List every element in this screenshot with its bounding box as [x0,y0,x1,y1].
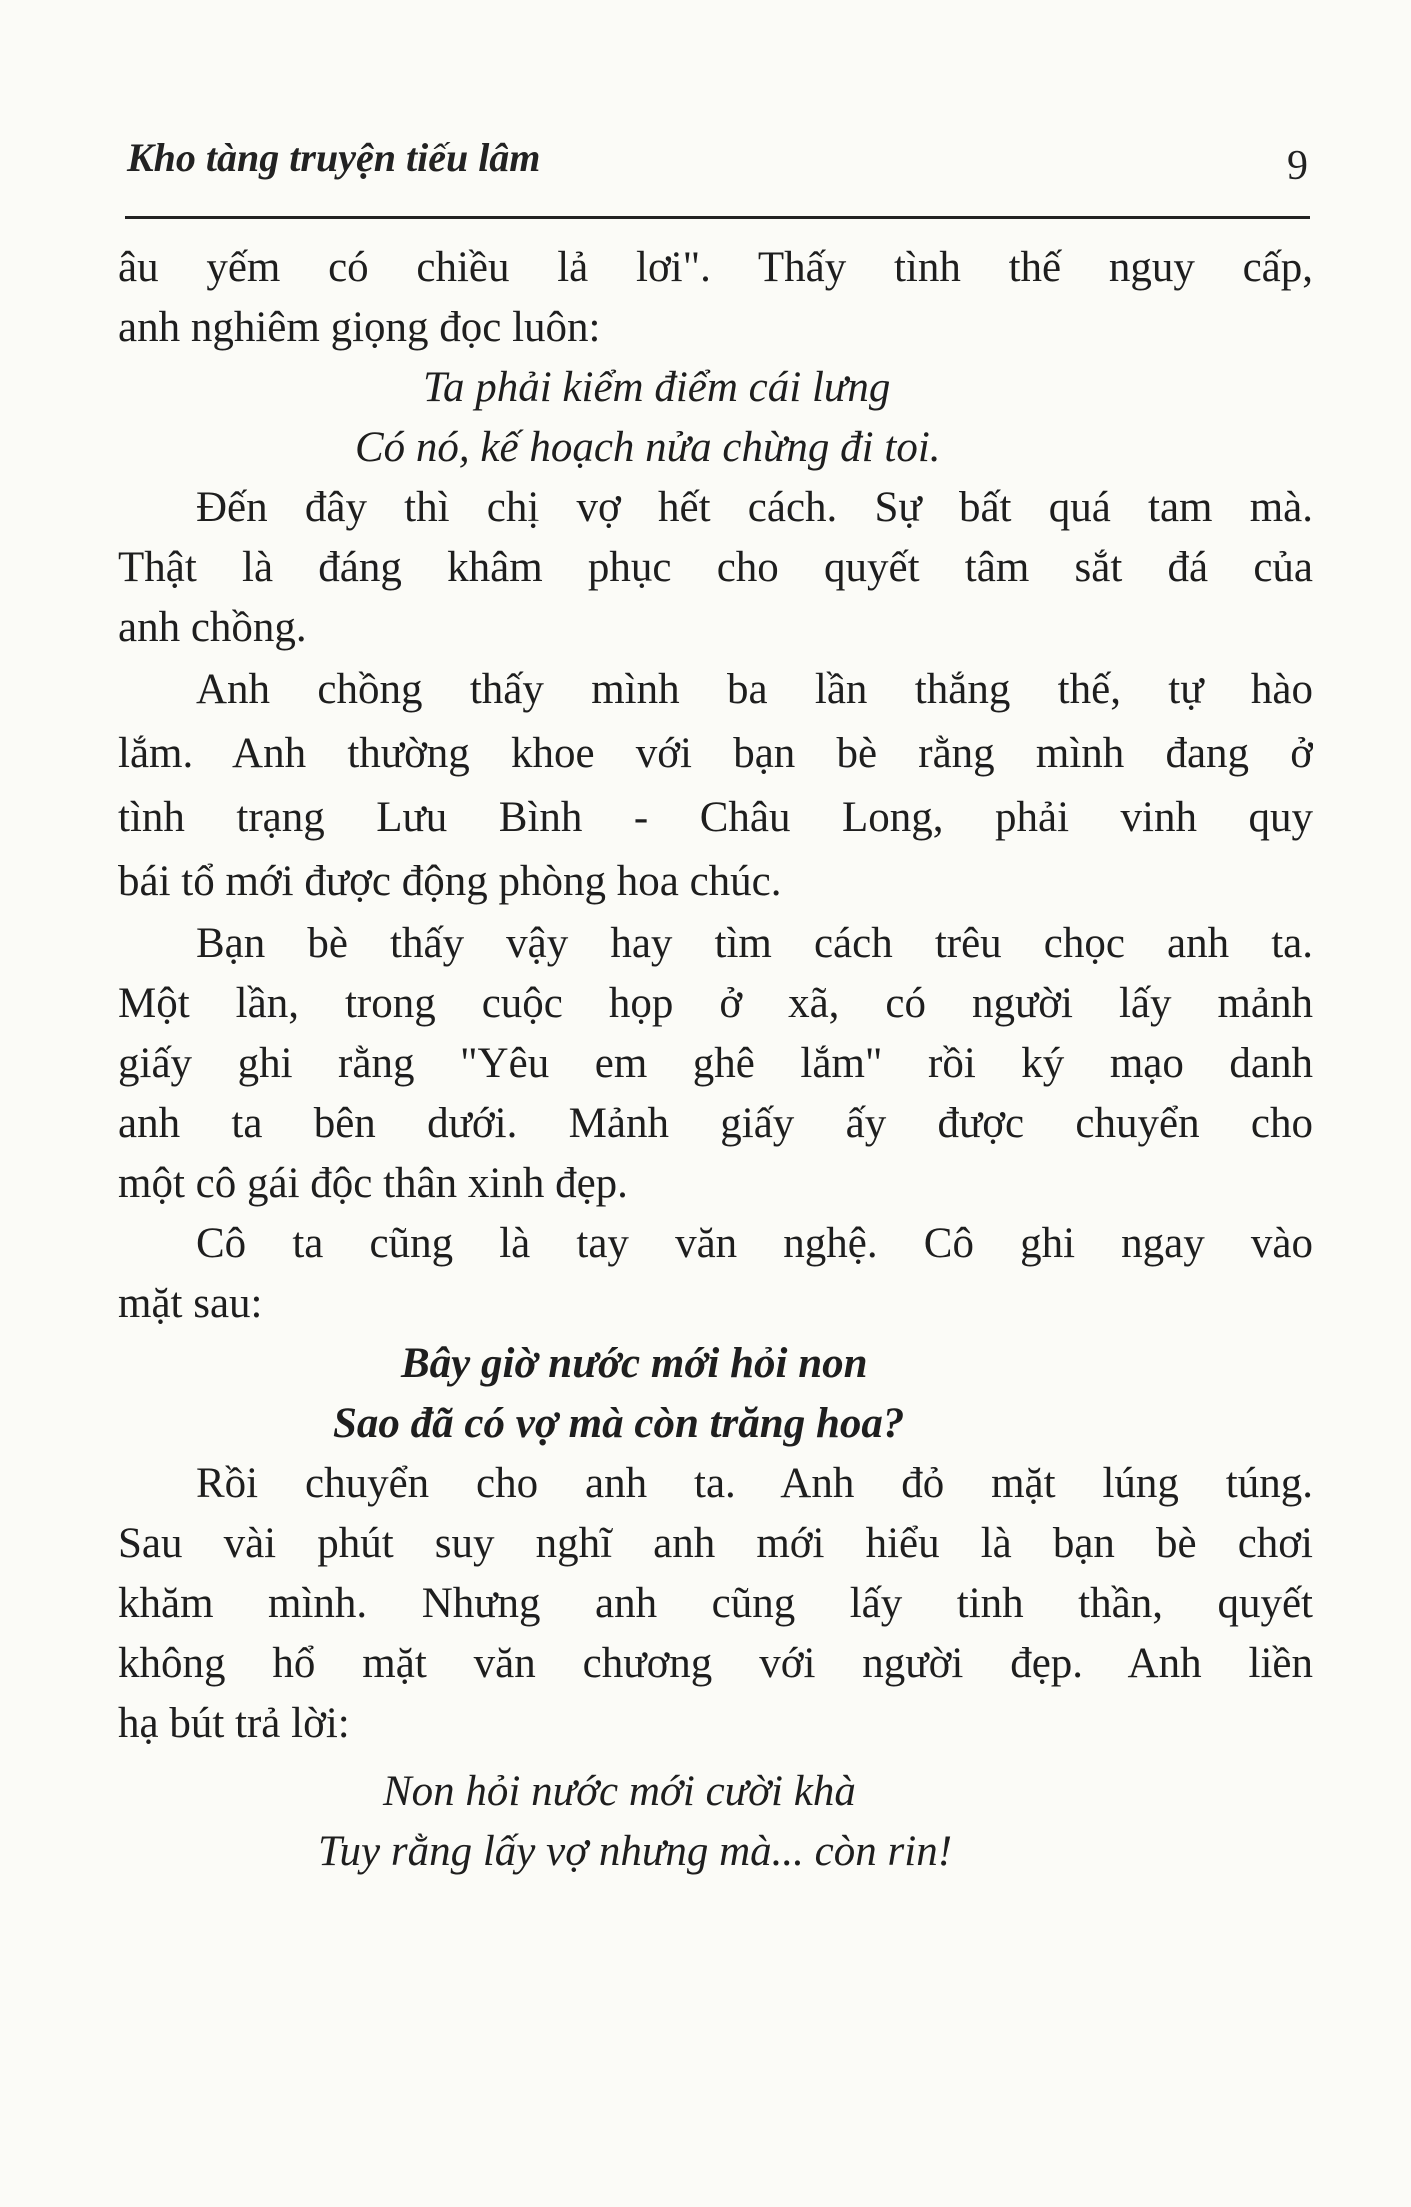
verse-line: Bây giờ nước mới hỏi non [401,1340,868,1387]
paragraph-first-line: Đến đây thì chị vợ hết cách. Sự bất quá tam mà. [196,484,1313,531]
verse-line: Sao đã có vợ mà còn trăng hoa? [333,1400,905,1447]
text-line: một cô gái độc thân xinh đẹp. [118,1160,628,1207]
text-line: Một lần, trong cuộc họp ở xã, có người lấy mảnh [118,980,1313,1027]
running-title: Kho tàng truyện tiếu lâm [127,135,541,180]
paragraph-first-line: Rồi chuyển cho anh ta. Anh đỏ mặt lúng túng. [196,1460,1313,1507]
text-line: Thật là đáng khâm phục cho quyết tâm sắt đá của [118,544,1313,591]
text-line: lắm. Anh thường khoe với bạn bè rằng mình đang ở [118,730,1313,777]
text-line: anh chồng. [118,604,307,651]
page-number: 9 [1287,143,1308,189]
text-line: anh ta bên dưới. Mảnh giấy ấy được chuyển cho [118,1100,1313,1147]
text-line: Sau vài phút suy nghĩ anh mới hiểu là bạn bè chơi [118,1520,1313,1567]
text-line: anh nghiêm giọng đọc luôn: [118,304,601,351]
paragraph-first-line: Bạn bè thấy vậy hay tìm cách trêu chọc anh ta. [196,920,1313,967]
text-line: giấy ghi rằng "Yêu em ghê lắm" rồi ký mạo danh [118,1040,1313,1087]
text-line: không hổ mặt văn chương với người đẹp. Anh liền [118,1640,1313,1687]
paragraph-first-line: Anh chồng thấy mình ba lần thắng thế, tự hào [196,666,1313,713]
text-line: bái tổ mới được động phòng hoa chúc. [118,858,782,905]
page-header [125,130,1310,219]
paragraph-first-line: Cô ta cũng là tay văn nghệ. Cô ghi ngay vào [196,1220,1313,1267]
text-line: khăm mình. Nhưng anh cũng lấy tinh thần, quyết [118,1580,1313,1627]
text-line: tình trạng Lưu Bình - Châu Long, phải vinh quy [118,794,1313,841]
text-line: mặt sau: [118,1280,263,1327]
verse-line: Tuy rằng lấy vợ nhưng mà... còn rin! [318,1828,953,1875]
text-line: âu yếm có chiều lả lơi". Thấy tình thế nguy cấp, [118,244,1313,291]
verse-line: Có nó, kế hoạch nửa chừng đi toi. [355,424,941,471]
body-text [118,238,1313,1882]
verse-line: Ta phải kiểm điểm cái lưng [423,364,891,411]
text-line: hạ bút trả lời: [118,1700,350,1747]
spacer [118,1754,1313,1762]
verse-line: Non hỏi nước mới cười khà [383,1768,856,1815]
